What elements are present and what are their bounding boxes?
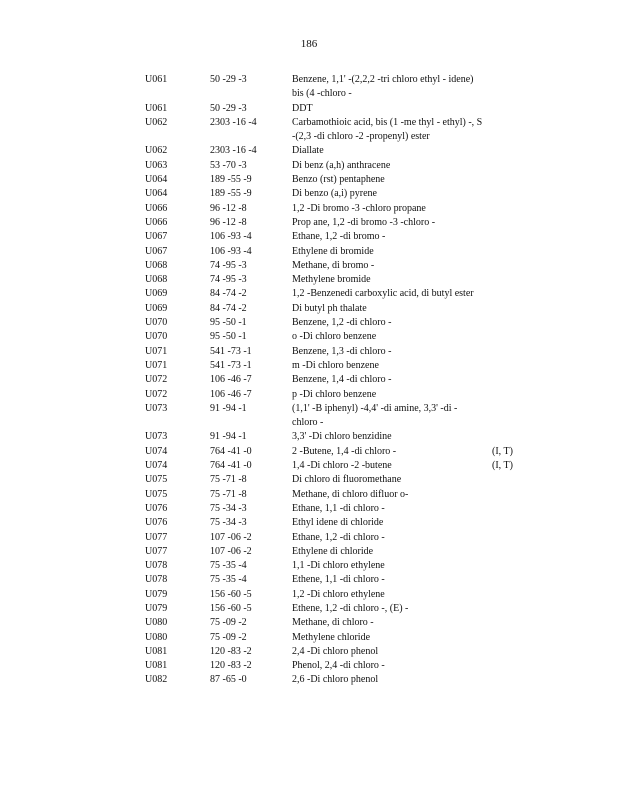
waste-code-cell: U063: [145, 159, 168, 171]
waste-code-cell: U074: [145, 445, 168, 457]
table-row: [145, 373, 525, 387]
cas-number-cell: 95 -50 -1: [210, 317, 247, 329]
table-row: [145, 216, 525, 230]
cas-number-cell: 2303 -16 -4: [210, 145, 257, 157]
table-row: [145, 402, 525, 431]
table-row: [145, 531, 525, 545]
table-row: [145, 102, 525, 116]
chemical-name-cell: 2 -Butene, 1,4 -di chloro -: [292, 445, 397, 457]
table-row: [145, 73, 525, 102]
cas-number-cell: 50 -29 -3: [210, 102, 247, 114]
chemical-name-cell: Ethylene di chloride: [292, 545, 374, 557]
chemical-name-cell: Benzene, 1,4 -di chloro -: [292, 374, 392, 386]
waste-code-cell: U068: [145, 274, 168, 286]
chemical-name-cell: Methane, di chloro difluor o-: [292, 488, 409, 500]
waste-code-cell: U080: [145, 617, 168, 629]
chemical-name-cell: Methylene bromide: [292, 274, 371, 286]
chemical-name-cell: Ethyl idene di chloride: [292, 517, 384, 529]
cas-number-cell: 541 -73 -1: [210, 359, 252, 371]
waste-code-cell: U081: [145, 645, 168, 657]
chemical-name-cell: Phenol, 2,4 -di chloro -: [292, 660, 385, 672]
table-row: [145, 459, 525, 473]
waste-code-cell: U062: [145, 116, 168, 128]
cas-number-cell: 156 -60 -5: [210, 602, 252, 614]
waste-code-cell: U074: [145, 460, 168, 472]
table-row: [145, 488, 525, 502]
cas-number-cell: 75 -71 -8: [210, 474, 247, 486]
chemical-name-cell: Benzene, 1,2 -di chloro -: [292, 317, 392, 329]
chemical-name-cell: 3,3' -Di chloro benzidine: [292, 431, 392, 443]
waste-code-cell: U061: [145, 102, 168, 114]
waste-code-cell: U066: [145, 202, 168, 214]
table-row: [145, 645, 525, 659]
cas-number-cell: 764 -41 -0: [210, 445, 252, 457]
cas-number-cell: 541 -73 -1: [210, 345, 252, 357]
waste-code-table: [145, 73, 525, 688]
table-row: [145, 273, 525, 287]
chemical-name-cell: 1,2 -Benzenedi carboxylic acid, di butyl ester: [292, 288, 474, 300]
chemical-name-cell: p -Di chloro benzene: [292, 388, 377, 400]
page-number: 186: [300, 38, 318, 50]
cas-number-cell: 91 -94 -1: [210, 402, 247, 414]
table-row: [145, 473, 525, 487]
waste-code-cell: U077: [145, 545, 168, 557]
waste-code-cell: U072: [145, 374, 168, 386]
hazard-note-cell: (I, T): [492, 460, 513, 472]
hazard-note-cell: (I, T): [492, 445, 513, 457]
table-row: [145, 631, 525, 645]
cas-number-cell: 75 -71 -8: [210, 488, 247, 500]
table-row: [145, 330, 525, 344]
waste-code-cell: U073: [145, 431, 168, 443]
chemical-name-cell: m -Di chloro benzene: [292, 359, 379, 371]
table-row: [145, 316, 525, 330]
waste-code-cell: U061: [145, 74, 168, 85]
chemical-name-cell: 2,6 -Di chloro phenol: [292, 674, 379, 686]
cas-number-cell: 189 -55 -9: [210, 174, 252, 186]
table-row: [145, 588, 525, 602]
cas-number-cell: 2303 -16 -4: [210, 116, 257, 128]
chemical-name-cell: Ethene, 1,2 -di chloro -, (E) -: [292, 602, 409, 614]
waste-code-cell: U082: [145, 674, 168, 686]
waste-code-cell: U064: [145, 174, 168, 186]
table-row: [145, 116, 525, 145]
table-row: [145, 573, 525, 587]
table-row: [145, 616, 525, 630]
cas-number-cell: 96 -12 -8: [210, 202, 247, 214]
chemical-name-cell: Di butyl ph thalate: [292, 302, 367, 314]
chemical-name-cell: Carbamothioic acid, bis (1 -me thyl - ethyl) -, S -(2,3 -di chloro -2 -propenyl) ester: [292, 116, 483, 143]
waste-code-cell: U069: [145, 302, 168, 314]
table-row: [145, 230, 525, 244]
chemical-name-cell: 1,1 -Di chloro ethylene: [292, 560, 385, 572]
cas-number-cell: 106 -93 -4: [210, 245, 252, 257]
waste-code-cell: U071: [145, 359, 168, 371]
table-row: [145, 287, 525, 301]
cas-number-cell: 74 -95 -3: [210, 274, 247, 286]
cas-number-cell: 75 -35 -4: [210, 574, 247, 586]
chemical-name-cell: Methylene chloride: [292, 631, 371, 643]
cas-number-cell: 74 -95 -3: [210, 259, 247, 271]
chemical-name-cell: Benzene, 1,1' -(2,2,2 -tri chloro ethyl - idene) bis (4 -chloro -: [292, 74, 474, 100]
waste-code-cell: U062: [145, 145, 168, 157]
table-row: [145, 545, 525, 559]
waste-code-cell: U070: [145, 317, 168, 329]
chemical-name-cell: Di chloro di fluoromethane: [292, 474, 402, 486]
waste-code-cell: U071: [145, 345, 168, 357]
chemical-name-cell: Benzo (rst) pentaphene: [292, 174, 385, 186]
waste-code-cell: U078: [145, 560, 168, 572]
waste-code-cell: U072: [145, 388, 168, 400]
chemical-name-cell: Di benzo (a,i) pyrene: [292, 188, 377, 200]
table-row: [145, 159, 525, 173]
table-row: [145, 173, 525, 187]
chemical-name-cell: Di benz (a,h) anthracene: [292, 159, 391, 171]
table-row: [145, 187, 525, 201]
chemical-name-cell: Prop ane, 1,2 -di bromo -3 -chloro -: [292, 216, 436, 228]
chemical-name-cell: 1,4 -Di chloro -2 -butene: [292, 460, 392, 472]
chemical-name-cell: Ethane, 1,1 -di chloro -: [292, 502, 385, 514]
cas-number-cell: 106 -93 -4: [210, 231, 252, 243]
cas-number-cell: 75 -35 -4: [210, 560, 247, 572]
cas-number-cell: 75 -34 -3: [210, 502, 247, 514]
chemical-name-cell: Methane, di bromo -: [292, 259, 375, 271]
chemical-name-cell: Ethane, 1,2 -di bromo -: [292, 231, 386, 243]
table-row: [145, 259, 525, 273]
waste-code-cell: U066: [145, 216, 168, 228]
cas-number-cell: 106 -46 -7: [210, 388, 252, 400]
waste-code-cell: U076: [145, 517, 168, 529]
cas-number-cell: 75 -09 -2: [210, 631, 247, 643]
chemical-name-cell: (1,1' -B iphenyl) -4,4' -di amine, 3,3' -di - chloro -: [292, 402, 458, 429]
cas-number-cell: 53 -70 -3: [210, 159, 247, 171]
cas-number-cell: 75 -34 -3: [210, 517, 247, 529]
cas-number-cell: 50 -29 -3: [210, 74, 247, 85]
waste-code-cell: U069: [145, 288, 168, 300]
waste-code-cell: U064: [145, 188, 168, 200]
waste-code-cell: U078: [145, 574, 168, 586]
cas-number-cell: 764 -41 -0: [210, 460, 252, 472]
waste-code-cell: U079: [145, 588, 168, 600]
cas-number-cell: 120 -83 -2: [210, 660, 252, 672]
table-row: [145, 445, 525, 459]
table-row: [145, 144, 525, 158]
table-row: [145, 245, 525, 259]
cas-number-cell: 120 -83 -2: [210, 645, 252, 657]
table-row: [145, 202, 525, 216]
table-row: [145, 345, 525, 359]
chemical-name-cell: Diallate: [292, 145, 324, 157]
cas-number-cell: 189 -55 -9: [210, 188, 252, 200]
table-row: [145, 359, 525, 373]
cas-number-cell: 75 -09 -2: [210, 617, 247, 629]
cas-number-cell: 96 -12 -8: [210, 216, 247, 228]
waste-code-cell: U075: [145, 488, 168, 500]
chemical-name-cell: 1,2 -Di chloro ethylene: [292, 588, 385, 600]
waste-code-cell: U067: [145, 245, 168, 257]
table-row: [145, 673, 525, 687]
table-row: [145, 388, 525, 402]
table-row: [145, 559, 525, 573]
chemical-name-cell: Benzene, 1,3 -di chloro -: [292, 345, 392, 357]
waste-code-cell: U079: [145, 602, 168, 614]
chemical-name-cell: o -Di chloro benzene: [292, 331, 377, 343]
chemical-name-cell: Ethylene di bromide: [292, 245, 374, 257]
cas-number-cell: 107 -06 -2: [210, 531, 252, 543]
chemical-name-cell: Methane, di chloro -: [292, 617, 374, 629]
waste-code-cell: U073: [145, 402, 168, 414]
chemical-name-cell: Ethane, 1,2 -di chloro -: [292, 531, 385, 543]
waste-code-cell: U081: [145, 660, 168, 672]
cas-number-cell: 107 -06 -2: [210, 545, 252, 557]
chemical-name-cell: Ethene, 1,1 -di chloro -: [292, 574, 385, 586]
cas-number-cell: 95 -50 -1: [210, 331, 247, 343]
cas-number-cell: 156 -60 -5: [210, 588, 252, 600]
waste-code-cell: U080: [145, 631, 168, 643]
waste-code-cell: U067: [145, 231, 168, 243]
cas-number-cell: 91 -94 -1: [210, 431, 247, 443]
table-row: [145, 302, 525, 316]
cas-number-cell: 84 -74 -2: [210, 288, 247, 300]
table-row: [145, 502, 525, 516]
chemical-name-cell: DDT: [292, 102, 313, 114]
waste-code-cell: U077: [145, 531, 168, 543]
cas-number-cell: 106 -46 -7: [210, 374, 252, 386]
waste-code-cell: U076: [145, 502, 168, 514]
table-row: [145, 430, 525, 444]
table-row: [145, 659, 525, 673]
chemical-name-cell: 1,2 -Di bromo -3 -chloro propane: [292, 202, 426, 214]
waste-code-cell: U070: [145, 331, 168, 343]
chemical-name-cell: 2,4 -Di chloro phenol: [292, 645, 379, 657]
table-row: [145, 602, 525, 616]
cas-number-cell: 84 -74 -2: [210, 302, 247, 314]
waste-code-cell: U075: [145, 474, 168, 486]
cas-number-cell: 87 -65 -0: [210, 674, 247, 686]
waste-code-cell: U068: [145, 259, 168, 271]
table-row: [145, 516, 525, 530]
